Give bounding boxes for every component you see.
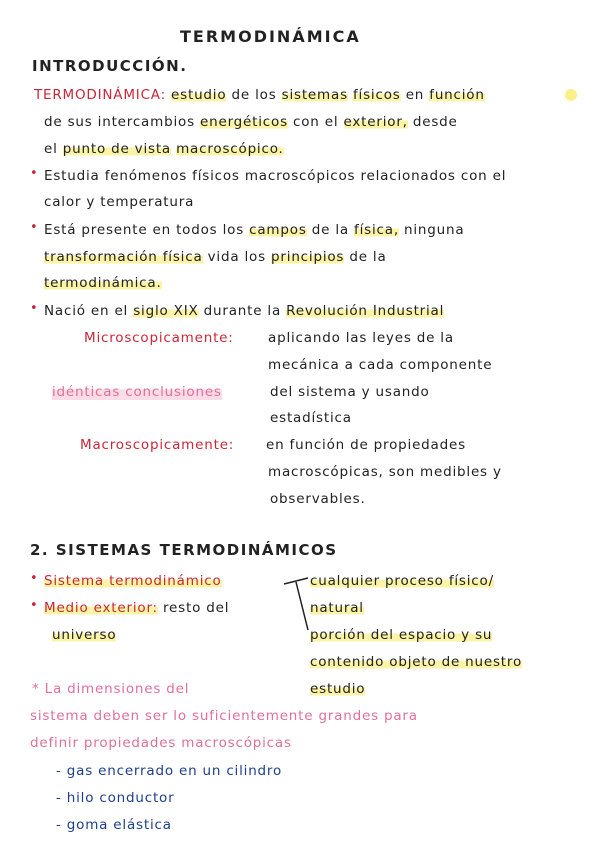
highlight-dot	[565, 89, 577, 101]
micro-line-2: mecánica a cada componente	[268, 357, 493, 373]
bullet-marker: •	[30, 166, 38, 181]
macro-line-1: en función de propiedades	[266, 437, 466, 453]
micro-label: Microscopicamente:	[84, 330, 234, 346]
bullet-marker: •	[30, 301, 38, 316]
macro-line-3: observables.	[270, 491, 366, 507]
sistema-r1: cualquier proceso físico/	[310, 573, 494, 589]
page-title: TERMODINÁMICA	[180, 27, 361, 46]
sistema-termodinamico: Sistema termodinámico	[44, 573, 222, 589]
bullet-marker: •	[30, 571, 38, 586]
bullet-1-line-2: calor y temperatura	[44, 194, 195, 210]
bracket-connector	[282, 574, 312, 640]
bullet-2-line-2: transformación física vida los principios de la	[44, 249, 387, 265]
micro-line-1: aplicando las leyes de la	[268, 330, 454, 346]
definition-line-3: el punto de vista macroscópico.	[44, 141, 284, 157]
macro-label: Macroscopicamente:	[80, 437, 235, 453]
macro-line-2: macroscópicas, son medibles y	[268, 464, 502, 480]
note-line-2: sistema deben ser lo suficientemente grandes para	[30, 708, 418, 724]
sistema-r5: estudio	[310, 681, 366, 697]
micro-line-3: del sistema y usando	[270, 384, 430, 400]
bullet-1-line-1: Estudia fenómenos físicos macroscópicos relacionados con el	[44, 168, 507, 184]
bullet-marker: •	[30, 220, 38, 235]
note-line-1: * La dimensiones del	[32, 681, 190, 697]
sistema-r2: natural	[310, 600, 364, 616]
micro-line-4: estadística	[270, 410, 352, 426]
bullet-3-line: Nació en el siglo XIX durante la Revolución Industrial	[44, 303, 445, 319]
identicas-conclusiones: idénticas conclusiones	[52, 384, 222, 400]
bullet-2-line-1: Está presente en todos los campos de la física, ninguna	[44, 222, 465, 238]
example-item: - goma elástica	[56, 817, 172, 833]
medio-exterior-line-2: universo	[52, 627, 117, 643]
note-line-3: definir propiedades macroscópicas	[30, 735, 292, 751]
bullet-marker: •	[30, 598, 38, 613]
section-2-heading: 2. SISTEMAS TERMODINÁMICOS	[30, 541, 338, 559]
definition-line-2: de sus intercambios energéticos con el exterior, desde	[44, 114, 458, 130]
example-item: - gas encerrado en un cilindro	[56, 763, 283, 779]
sistema-r4: contenido objeto de nuestro	[310, 654, 523, 670]
example-item: - hilo conductor	[56, 790, 175, 806]
medio-exterior-line: Medio exterior: resto del	[44, 600, 230, 616]
definition-line-1: TERMODINÁMICA: estudio de los sistemas físicos en función	[34, 87, 485, 103]
bullet-2-line-3: termodinámica.	[44, 275, 162, 291]
sistema-r3: porción del espacio y su	[310, 627, 493, 643]
definition-term: TERMODINÁMICA:	[34, 87, 166, 103]
intro-heading: INTRODUCCIÓN.	[32, 57, 188, 75]
